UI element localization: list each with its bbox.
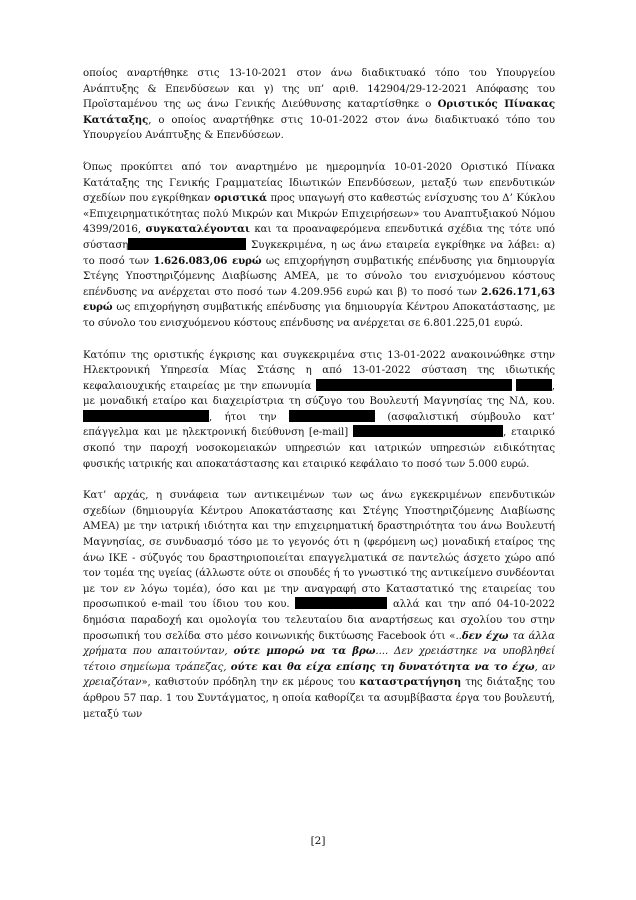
- redaction-bar: [289, 410, 375, 422]
- bold-text: καταστρατήγηση: [359, 676, 462, 689]
- bold-text: 1.626.083,06 ευρώ: [153, 254, 262, 267]
- bold-italic-text: ούτε μπορώ να τα βρω: [233, 645, 376, 658]
- bold-text: 2.626.171,63 ευρώ: [83, 285, 555, 314]
- text: ως επιχορήγηση συμβατικής επένδυσης για δημιουργία Κέντρου Αποκατάστασης, με το σύνολο του ενισχυόμενου κόστους επένδυσης να ανέρχεται σε 6.801.225,01 ευρώ.: [83, 302, 555, 329]
- paragraph-3: [83, 348, 555, 473]
- text: προς υπαγωγή στο καθεστώς ενίσχυσης του Δ’ Κύκλου «Επιχειρηματικότητας πολύ Μικρών και Μικρών Επιχειρήσεων» του Αναπτυξιακού Νόμου 4399/2016,: [83, 193, 555, 236]
- text: Κατόπιν της οριστικής έγκρισης και συγκεκριμένα στις 13-01-2022 ανακοινώθηκε στην Ηλεκτρονική Υπηρεσία Μίας Στάσης η από 13-01-2022 σύσταση της ιδιωτικής κεφαλαιουχικής εταιρείας με την επωνυμία: [83, 349, 555, 392]
- text: », καθιστούν πρόδηλη την εκ μέρους του: [141, 677, 360, 689]
- bold-text: οριστικά: [214, 192, 267, 205]
- italic-text: , αν χρειαζόταν: [83, 661, 556, 689]
- text: , ο οποίος αναρτήθηκε στις 10-01-2022 στον άνω διαδικτυακό τόπο του Υπουργείου Ανάπτυξης & Επενδύσεων.: [83, 114, 555, 142]
- paragraph-4: [83, 488, 555, 722]
- text: (ασφαλιστική σύμβουλο κατ’ επάγγελμα και με ηλεκτρονική διεύθυνση [e-mail]: [83, 411, 555, 439]
- redaction-bar: [353, 425, 503, 437]
- text: , με μοναδική εταίρο και διαχειρίστρια τη σύζυγο του Βουλευτή Μαγνησίας της ΝΔ, κου.: [83, 380, 555, 408]
- redaction-bar: [516, 379, 552, 391]
- text: Όπως προκύπτει από τον αναρτημένο με ημερομηνία 10-01-2020 Οριστικό Πίνακα Κατάταξης της Γενικής Γραμματείας Ιδιωτικών Επενδύσεων, μεταξύ των επενδυτικών σχεδίων που εγκρίθηκαν: [83, 161, 555, 205]
- text: της διάταξης του άρθρου 57 παρ. 1 του Συντάγματος, η οποία καθορίζει τα ασυμβίβαστα έργα του βουλευτή, μεταξύ των: [83, 677, 556, 720]
- redaction-bar: [128, 238, 246, 250]
- text: Συγκεκριμένα, η ως άνω εταιρεία εγκρίθηκε να λάβει: α) το ποσό των: [83, 239, 555, 267]
- text: , ήτοι την: [209, 411, 289, 423]
- text: ως επιχορήγηση συμβατικής επένδυσης για δημιουργία Στέγης Υποστηριζόμενης Διαβίωσης ΑΜΕΑ, με το σύνολο του ενισχυόμενου κόστους επένδυσης να ανέρχεται στο ποσό των 4.209.956 ευρώ και β) το ποσό των: [83, 255, 556, 298]
- paragraph-2: [83, 160, 555, 332]
- redaction-bar: [83, 410, 209, 422]
- text: οποίος αναρτήθηκε στις 13-10-2021 στον άνω διαδικτυακό τόπο του Υπουργείου Ανάπτυξης & Επενδύσεων και γ) της υπ’ αριθ. 142904/29-12-2021 Απόφασης του Προϊσταμένου της ως άνω Γενικής Διεύθυνσης καταρτίσθηκε ο: [83, 68, 555, 111]
- paragraph-1: [83, 66, 555, 144]
- redaction-bar: [316, 379, 512, 391]
- text: Κατ’ αρχάς, η συνάφεια των αντικειμένων των ως άνω εγκεκριμένων επενδυτικών σχεδίων (δημιουργία Κέντρου Αποκατάστασης και Στέγης Υποστηριζόμενης Διαβίωσης ΑΜΕΑ) με την ιατρική ιδιότητα και την επιχειρηματική δραστηριότητα του άνω Βουλευτή Μαγνησίας, σε συνδυασμό τόσο με το γεγονός ότι η (φερόμενη ως) μοναδική εταίρος της άνω ΙΚΕ - σύζυγός του δραστηριοποιείται επαγγελματικά σε παντελώς άσχετο χώρο από τον τομέα της υγείας (άλλωστε ούτε οι σπουδές ή το γνωστικό της αντικείμενο συνδέονται με τον εν λόγω τομέα), όσο και με την αναγραφή στο Καταστατικό της εταιρείας του προσωπικού e-mail του ίδιου του κου.: [83, 490, 555, 611]
- bold-text: Οριστικός Πίνακας Κατάταξης: [83, 98, 556, 126]
- text: και τα προαναφερόμενα επενδυτικά σχέδια της τότε υπό σύσταση: [83, 224, 555, 251]
- bold-italic-text: ούτε και θα είχα επίσης τη δυνατότητα να το έχω: [230, 660, 535, 673]
- italic-text: τα άλλα χρήματα που απαιτούνταν,: [83, 630, 556, 658]
- italic-text: .... Δεν χρειάστηκε να υποβληθεί τέτοιο σημείωμα τράπεζας,: [83, 646, 555, 673]
- text: , εταιρικό σκοπό την παροχή νοσοκομειακών υπηρεσιών και ιατρικών υπηρεσιών ειδικότητας φυσικής ιατρικής και αποκατάστασης και εταιρικό κεφάλαιο το ποσό των 5.000 ευρώ.: [83, 427, 556, 470]
- bold-italic-text: δεν έχω: [461, 629, 509, 642]
- redaction-bar: [295, 597, 387, 609]
- document-body: [83, 66, 555, 738]
- bold-text: συγκαταλέγονται: [145, 223, 250, 236]
- text: αλλά και την από 04-10-2022 δημόσια παραδοχή και ομολογία του τελευταίου δια αναρτήσεως και σχολίου του στην προσωπική του σελίδα στο μέσο κοινωνικής δικτύωσης Facebook ότι «..: [83, 599, 555, 642]
- page-number: [2]: [310, 835, 326, 847]
